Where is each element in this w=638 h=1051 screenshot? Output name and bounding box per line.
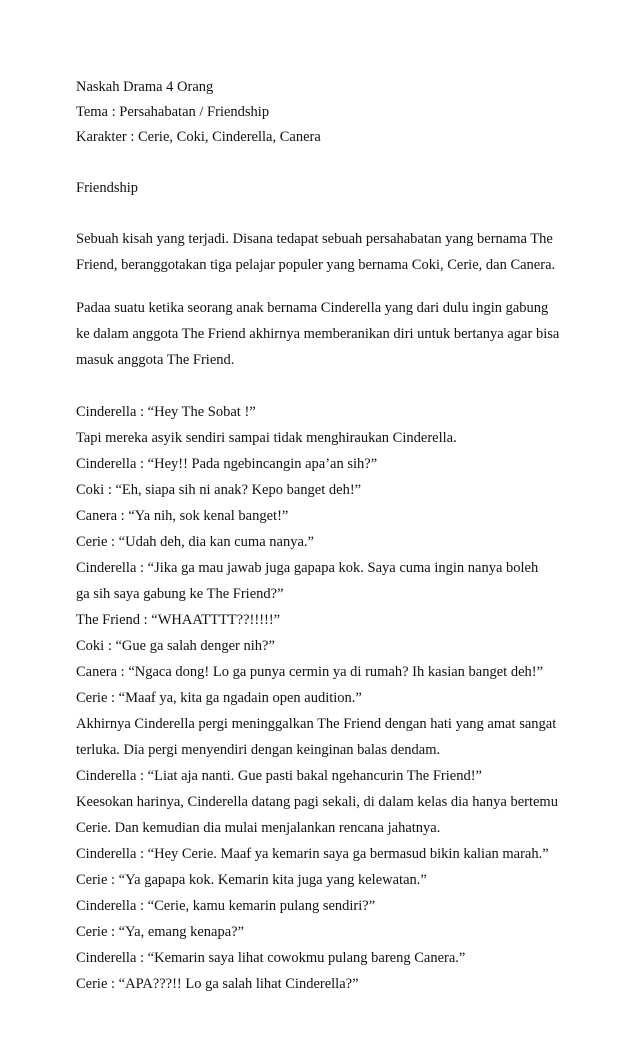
script-line: Cinderella : “Hey!! Pada ngebincangin apa’an sih?” [76,456,378,472]
script-line: Cinderella : “Kemarin saya lihat cowokmu pulang bareng Canera.” [76,950,466,966]
intro-p1-line: Sebuah kisah yang terjadi. Disana tedapat sebuah persahabatan yang bernama The [76,231,553,247]
intro-p1-line: Friend, beranggotakan tiga pelajar populer yang bernama Coki, Cerie, dan Canera. [76,257,556,273]
script-line: Canera : “Ya nih, sok kenal banget!” [76,508,289,524]
script-line: Akhirnya Cinderella pergi meninggalkan The Friend dengan hati yang amat sangat [76,716,557,732]
script-line: Cerie : “Maaf ya, kita ga ngadain open audition.” [76,690,362,706]
script-line: Coki : “Eh, siapa sih ni anak? Kepo banget deh!” [76,482,362,498]
script-line: Cerie. Dan kemudian dia mulai menjalankan rencana jahatnya. [76,820,441,836]
script-line: ga sih saya gabung ke The Friend?” [76,586,284,602]
intro-p2-line: masuk anggota The Friend. [76,352,235,368]
script-line: Coki : “Gue ga salah denger nih?” [76,638,275,654]
script-line: Cinderella : “Jika ga mau jawab juga gapapa kok. Saya cuma ingin nanya boleh [76,560,539,576]
script-line: Cinderella : “Cerie, kamu kemarin pulang sendiri?” [76,898,376,914]
script-line: Cinderella : “Liat aja nanti. Gue pasti bakal ngehancurin The Friend!” [76,768,482,784]
script-line: The Friend : “WHAATTTT??!!!!!” [76,612,281,628]
document-title: Naskah Drama 4 Orang [76,79,214,95]
script-line: Keesokan harinya, Cinderella datang pagi sekali, di dalam kelas dia hanya bertemu [76,794,558,810]
script-line: Cinderella : “Hey Cerie. Maaf ya kemarin saya ga bermasud bikin kalian marah.” [76,846,549,862]
script-line: Cerie : “Udah deh, dia kan cuma nanya.” [76,534,314,550]
script-line: terluka. Dia pergi menyendiri dengan keinginan balas dendam. [76,742,441,758]
intro-p2-line: Padaa suatu ketika seorang anak bernama Cinderella yang dari dulu ingin gabung [76,300,549,316]
characters-line: Karakter : Cerie, Coki, Cinderella, Canera [76,129,321,145]
script-line: Tapi mereka asyik sendiri sampai tidak menghiraukan Cinderella. [76,430,457,446]
intro-p2-line: ke dalam anggota The Friend akhirnya memberanikan diri untuk bertanya agar bisa [76,326,560,342]
script-line: Canera : “Ngaca dong! Lo ga punya cermin ya di rumah? Ih kasian banget deh!” [76,664,544,680]
script-line: Cerie : “APA???!! Lo ga salah lihat Cinderella?” [76,976,359,992]
theme-line: Tema : Persahabatan / Friendship [76,104,270,120]
script-line: Cerie : “Ya, emang kenapa?” [76,924,245,940]
script-line: Cinderella : “Hey The Sobat !” [76,404,256,420]
script-line: Cerie : “Ya gapapa kok. Kemarin kita juga yang kelewatan.” [76,872,427,888]
story-title: Friendship [76,180,139,196]
